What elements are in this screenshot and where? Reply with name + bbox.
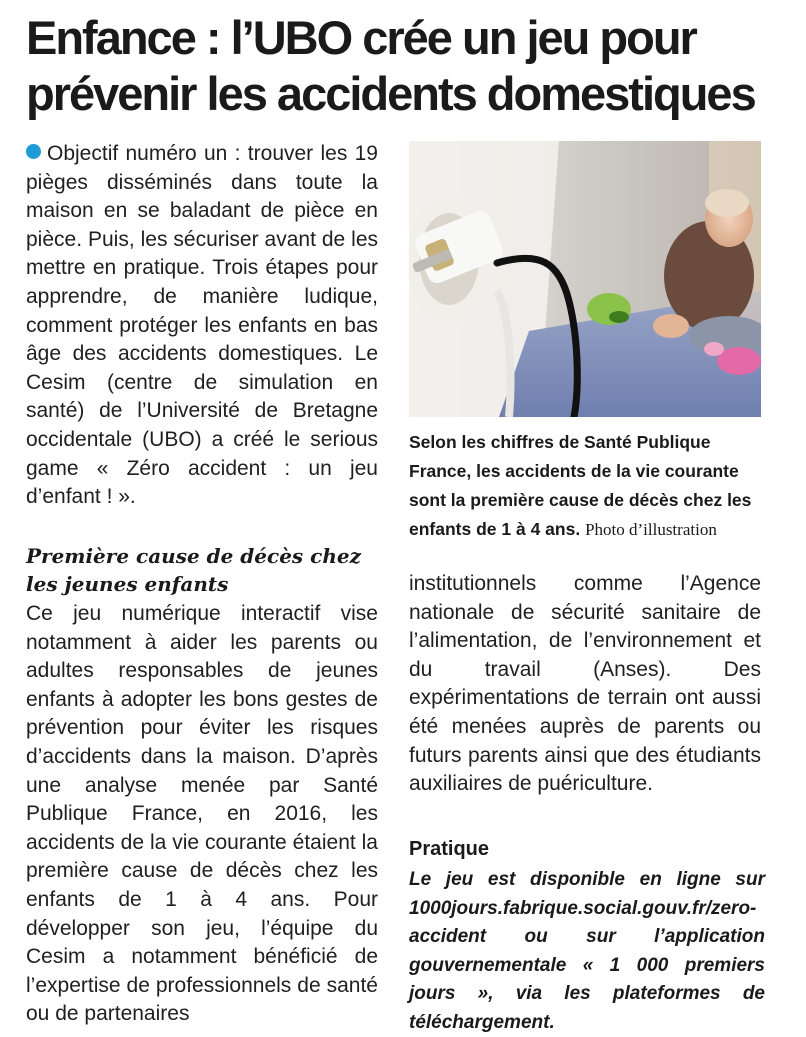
subheading: Première cause de décès chez les jeunes enfants [26, 544, 361, 596]
intro-column [26, 140, 378, 512]
pratique-title: Pratique [409, 838, 490, 860]
pratique-box [409, 836, 765, 1037]
pratique-text: Le jeu est disponible en ligne sur 1000jours.fabrique.social.gouv.fr/zero-accident ou sur l’application gouvernementale « 1 000 premiers jours », via les plateformes de téléchargement. [409, 869, 765, 1033]
body-column-left [26, 542, 378, 1029]
body-paragraph-left: Ce jeu numérique interactif vise notamment à aider les parents ou adultes responsables de jeunes enfants à adopter les bons gestes de prévention pour éviter les risques d’accidents dans la maison. D’après une analyse menée par Santé Publique France, en 2016, les accidents de la vie courante étaient la première cause de décès chez les enfants de 1 à 4 ans. Pour développer son jeu, l’équipe du Cesim a notamment bénéficié de l’expertise de professionnels de santé ou de partenaires [26, 602, 378, 1026]
baby-outlet-photo-icon [409, 141, 761, 417]
intro-paragraph [26, 140, 378, 512]
intro-text: Objectif numéro un : trouver les 19 pièges disséminés dans toute la maison en se baladant de pièce en pièce. Puis, les sécuriser avant de les mettre en pratique. Trois étapes pour apprendre, de manière ludique, comment protéger les enfants en bas âge des accidents domestiques. Le Cesim (centre de simulation en santé) de l’Université de Bretagne occidentale (UBO) a créé le serious game « Zéro accident : un jeu d’enfant ! ». [26, 142, 378, 509]
photo-credit: Photo d’illustration [585, 520, 717, 539]
headline: Enfance : l’UBO crée un jeu pour prévenir les accidents domestiques [26, 11, 755, 120]
blue-dot-icon [26, 144, 41, 159]
body-paragraph-right: institutionnels comme l’Agence nationale de sécurité sanitaire de l’alimentation, de l’environnement et du travail (Anses). Des expérimentations de terrain ont aussi été menées auprès de parents ou futurs parents ainsi que des étudiants auxiliaires de puériculture. [409, 572, 761, 796]
photo-caption [409, 428, 765, 544]
caption-text: Selon les chiffres de Santé Publique France, les accidents de la vie courante sont la première cause de décès chez les enfants de 1 à 4 ans. [409, 432, 752, 539]
body-column-right [409, 570, 761, 799]
illustration-photo [409, 141, 761, 417]
